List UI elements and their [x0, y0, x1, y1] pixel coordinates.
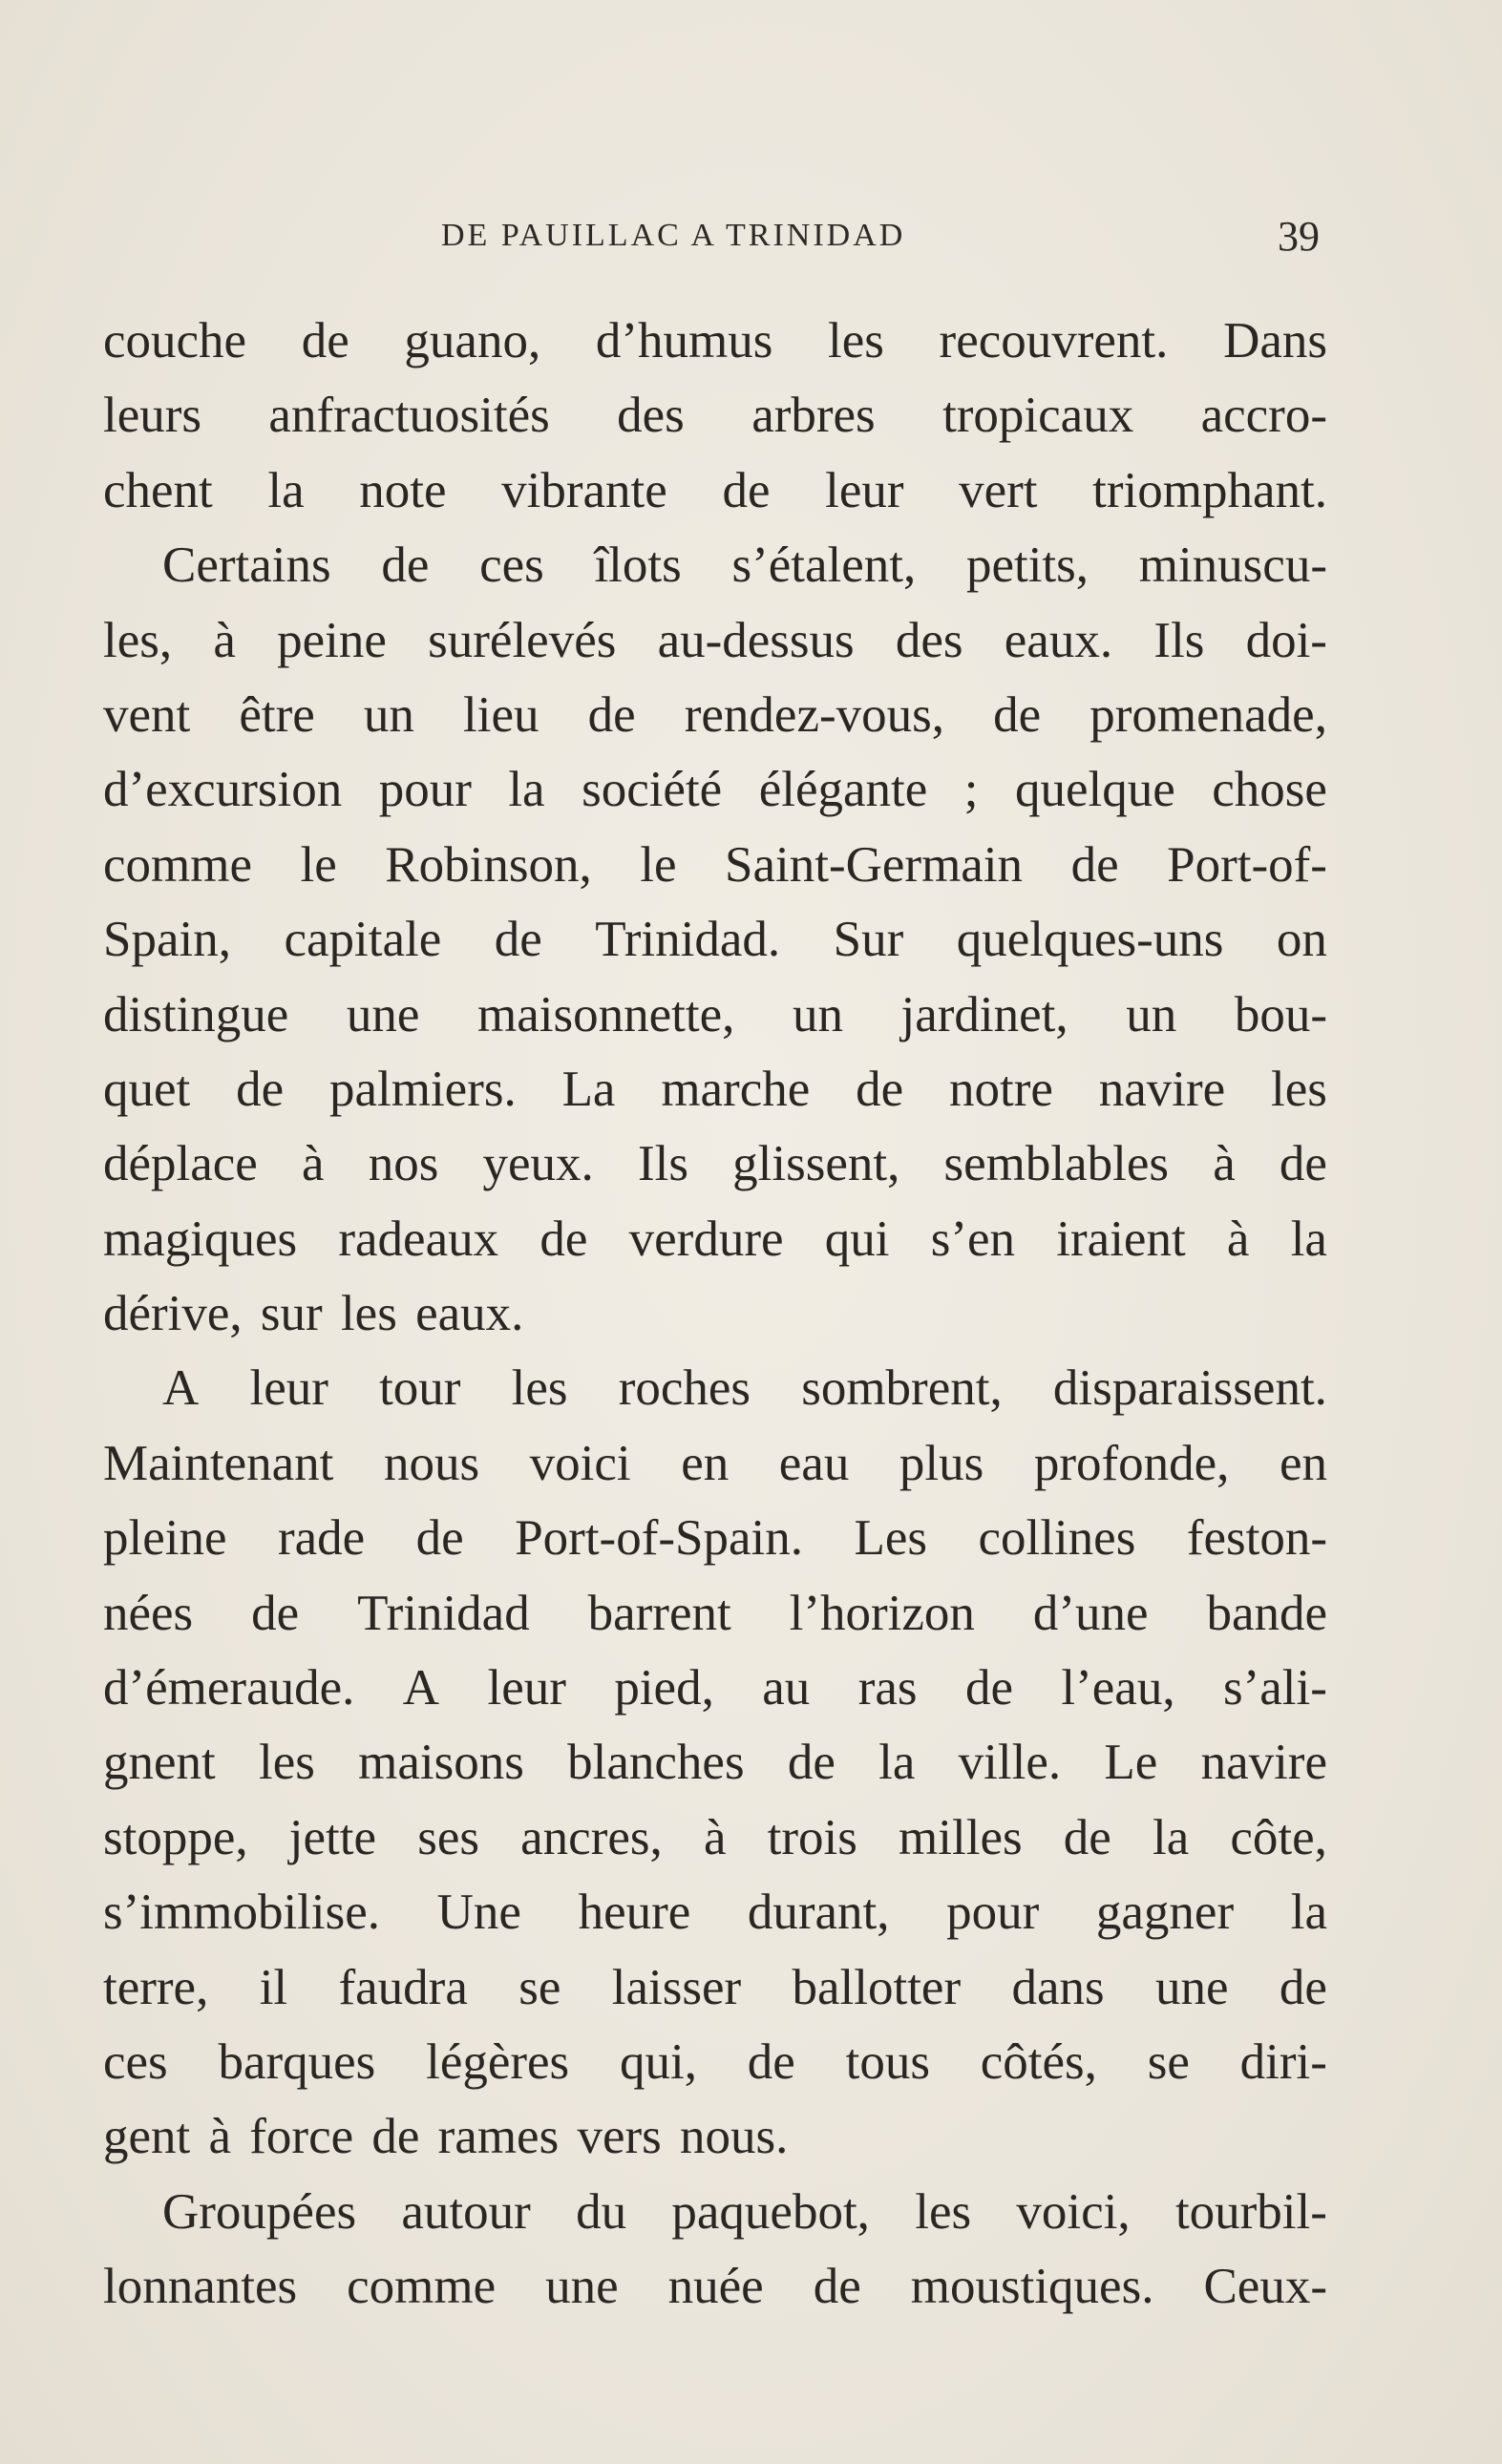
text-line: comme le Robinson, le Saint-Germain de Port-of- — [103, 836, 1327, 893]
page-number: 39 — [1278, 213, 1320, 260]
text-line: magiques radeaux de verdure qui s’en iraient à la — [103, 1211, 1327, 1267]
text-line: gnent les maisons blanches de la ville. Le navire — [103, 1735, 1327, 1791]
text-line: Certains de ces îlots s’étalent, petits, minuscu- — [162, 537, 1327, 594]
text-line: gent à force de rames vers nous. — [103, 2109, 789, 2165]
text-line: d’excursion pour la société élégante ; quelque chose — [103, 762, 1327, 818]
text-line: leurs anfractuosités des arbres tropicaux accro- — [103, 388, 1327, 444]
text-line: A leur tour les roches sombrent, disparaissent. — [162, 1360, 1327, 1417]
text-line: les, à peine surélevés au-dessus des eaux. Ils doi- — [103, 612, 1327, 668]
text-line: nées de Trinidad barrent l’horizon d’une bande — [103, 1585, 1327, 1641]
text-line: d’émeraude. A leur pied, au ras de l’eau, s’ali- — [103, 1660, 1327, 1716]
text-line: pleine rade de Port-of-Spain. Les collines feston- — [103, 1510, 1327, 1567]
body-text — [103, 304, 1327, 2325]
running-header — [0, 212, 1502, 260]
text-line: lonnantes comme une nuée de moustiques. Ceux- — [103, 2259, 1327, 2315]
text-line: stoppe, jette ses ancres, à trois milles de la côte, — [103, 1809, 1327, 1865]
text-line: déplace à nos yeux. Ils glissent, semblables à de — [103, 1136, 1327, 1192]
text-line: couche de guano, d’humus les recouvrent. Dans — [103, 313, 1327, 369]
text-line: chent la note vibrante de leur vert triomphant. — [103, 462, 1327, 518]
text-line: terre, il faudra se laisser ballotter dans une de — [103, 1959, 1327, 2015]
text-line: Spain, capitale de Trinidad. Sur quelques-uns on — [103, 912, 1327, 968]
text-line: vent être un lieu de rendez-vous, de promenade, — [103, 686, 1327, 743]
text-line: s’immobilise. Une heure durant, pour gagner la — [103, 1885, 1327, 1941]
text-line: distingue une maisonnette, un jardinet, un bou- — [103, 986, 1327, 1042]
text-line: Groupées autour du paquebot, les voici, tourbil- — [162, 2183, 1327, 2240]
text-line: ces barques légères qui, de tous côtés, se diri- — [103, 2033, 1327, 2090]
text-line: dérive, sur les eaux. — [103, 1286, 524, 1342]
text-line: Maintenant nous voici en eau plus profonde, en — [103, 1435, 1327, 1491]
running-title: DE PAUILLAC A TRINIDAD — [441, 218, 906, 253]
text-line: quet de palmiers. La marche de notre navire les — [103, 1061, 1327, 1117]
